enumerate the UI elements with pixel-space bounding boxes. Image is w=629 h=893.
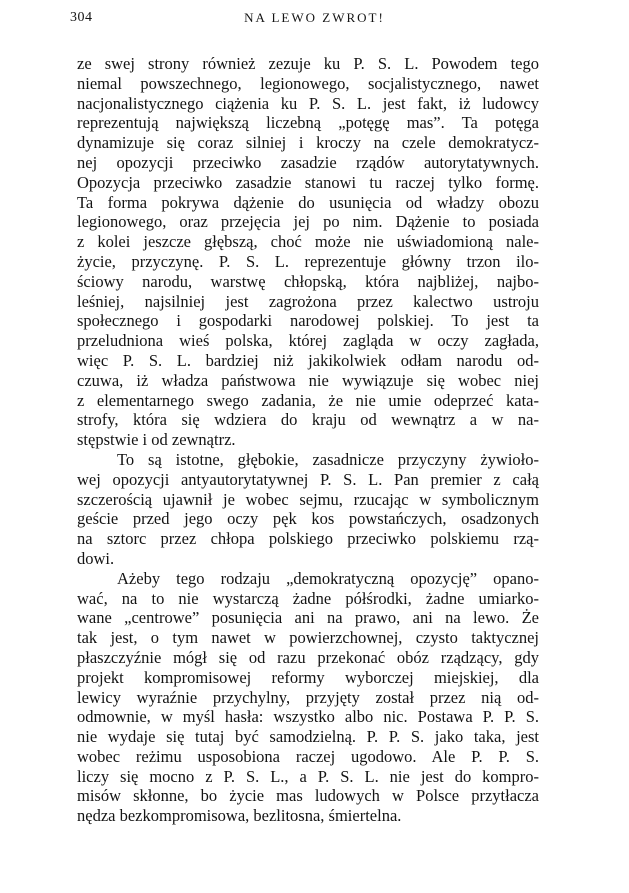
text-line: wobec reżimu usposobiona raczej ugodowo. Ale P. P. S. bbox=[77, 746, 539, 766]
text-line: ściowy narodu, warstwę chłopską, która najbliżej, najbo- bbox=[77, 271, 539, 291]
text-line: na sztorc przez chłopa polskiego przeciwko polskiemu rzą- bbox=[77, 529, 539, 549]
text-line: geście przed jego oczy pęk kos powstańczych, osadzonych bbox=[77, 509, 539, 529]
text-line: niemal powszechnego, legionowego, socjalistycznego, nawet bbox=[77, 73, 539, 93]
text-line: z kolei jeszcze głębszą, choć może nie uświadomioną nale- bbox=[77, 232, 539, 252]
text-line: liczy się mocno z P. S. L., a P. S. L. nie jest do kompro- bbox=[77, 766, 539, 786]
text-line: nie wydaje się tutaj być samodzielną. P. P. S. jako taka, jest bbox=[77, 727, 539, 747]
text-line: tak jest, o tym nawet w powierzchownej, czysto taktycznej bbox=[77, 628, 539, 648]
text-line: Opozycja przeciwko zasadzie stanowi tu raczej tylko formę. bbox=[77, 172, 539, 192]
text-line: społecznego i gospodarki narodowej polskiej. To jest ta bbox=[77, 311, 539, 331]
text-line: reprezentują największą liczebną „potęgę mas”. Ta potęga bbox=[77, 113, 539, 133]
text-line: odmownie, w myśl hasła: wszystko albo nic. Postawa P. P. S. bbox=[77, 707, 539, 727]
text-line: stępstwie i od zewnątrz. bbox=[77, 430, 236, 450]
paragraph bbox=[77, 54, 539, 450]
text-line: szczerością ujawnił je wobec sejmu, rzucając w symbolicznym bbox=[77, 489, 539, 509]
text-line: czuwa, iż władza państwowa nie wywiązuje się wobec niej bbox=[77, 370, 539, 390]
text-line: strofy, która się wdziera do kraju od wewnątrz a w na- bbox=[77, 410, 539, 430]
text-line: wać, na to nie wystarczą żadne półśrodki, żadne umiarko- bbox=[77, 588, 539, 608]
text-line: życie, przyczynę. P. S. L. reprezentuje główny trzon ilo- bbox=[77, 251, 539, 271]
text-line: płaszczyźnie mógł się od razu przekonać obóz rządzący, gdy bbox=[77, 647, 539, 667]
text-line: Ta forma pokrywa dążenie do usunięcia od władzy obozu bbox=[77, 192, 539, 212]
text-line: nacjonalistycznego ciążenia ku P. S. L. jest fakt, iż ludowcy bbox=[77, 93, 539, 113]
text-line: przeludniona wieś polska, której zagląda w oczy zagłada, bbox=[77, 331, 539, 351]
text-line: ze swej strony również zezuje ku P. S. L. Powodem tego bbox=[77, 54, 539, 73]
running-title: NA LEWO ZWROT! bbox=[244, 10, 385, 25]
text-line: dowi. bbox=[77, 548, 115, 568]
text-line: lewicy wyraźnie przychylny, przyjęty został przez nią od- bbox=[77, 687, 539, 707]
text-line: legionowego, oraz przejęcia jej po nim. Dążenie to posiada bbox=[77, 212, 539, 232]
text-line: leśniej, najsilniej jest zagrożona przez kalectwo ustroju bbox=[77, 291, 539, 311]
text-line: wane „centrowe” posunięcia ani na prawo, ani na lewo. Że bbox=[77, 608, 539, 628]
text-line: dynamizuje się coraz silniej i kroczy na czele demokratycz- bbox=[77, 133, 539, 153]
body-text bbox=[77, 54, 539, 826]
text-line: nej opozycji przeciwko zasadzie rządów autorytatywnych. bbox=[77, 152, 539, 172]
text-line: misów skłonne, bo życie mas ludowych w Polsce przytłacza bbox=[77, 786, 539, 806]
text-line: wej opozycji antyautorytatywnej P. S. L. Pan premier z całą bbox=[77, 469, 539, 489]
text-line: Ażeby tego rodzaju „demokratyczną opozycję” opano- bbox=[117, 568, 539, 588]
text-line: więc P. S. L. bardziej niż jakikolwiek odłam narodu od- bbox=[77, 350, 539, 370]
paragraph bbox=[77, 450, 539, 569]
page-number: 304 bbox=[70, 10, 93, 25]
text-line: To są istotne, głębokie, zasadnicze przyczyny żywioło- bbox=[117, 449, 539, 469]
paragraph bbox=[77, 569, 539, 826]
text-line: nędza bezkompromisowa, bezlitosna, śmiertelna. bbox=[77, 806, 402, 826]
text-line: projekt kompromisowej reformy wyborczej miejskiej, dla bbox=[77, 667, 539, 687]
text-line: z elementarnego swego zadania, że nie umie odeprzeć kata- bbox=[77, 390, 539, 410]
